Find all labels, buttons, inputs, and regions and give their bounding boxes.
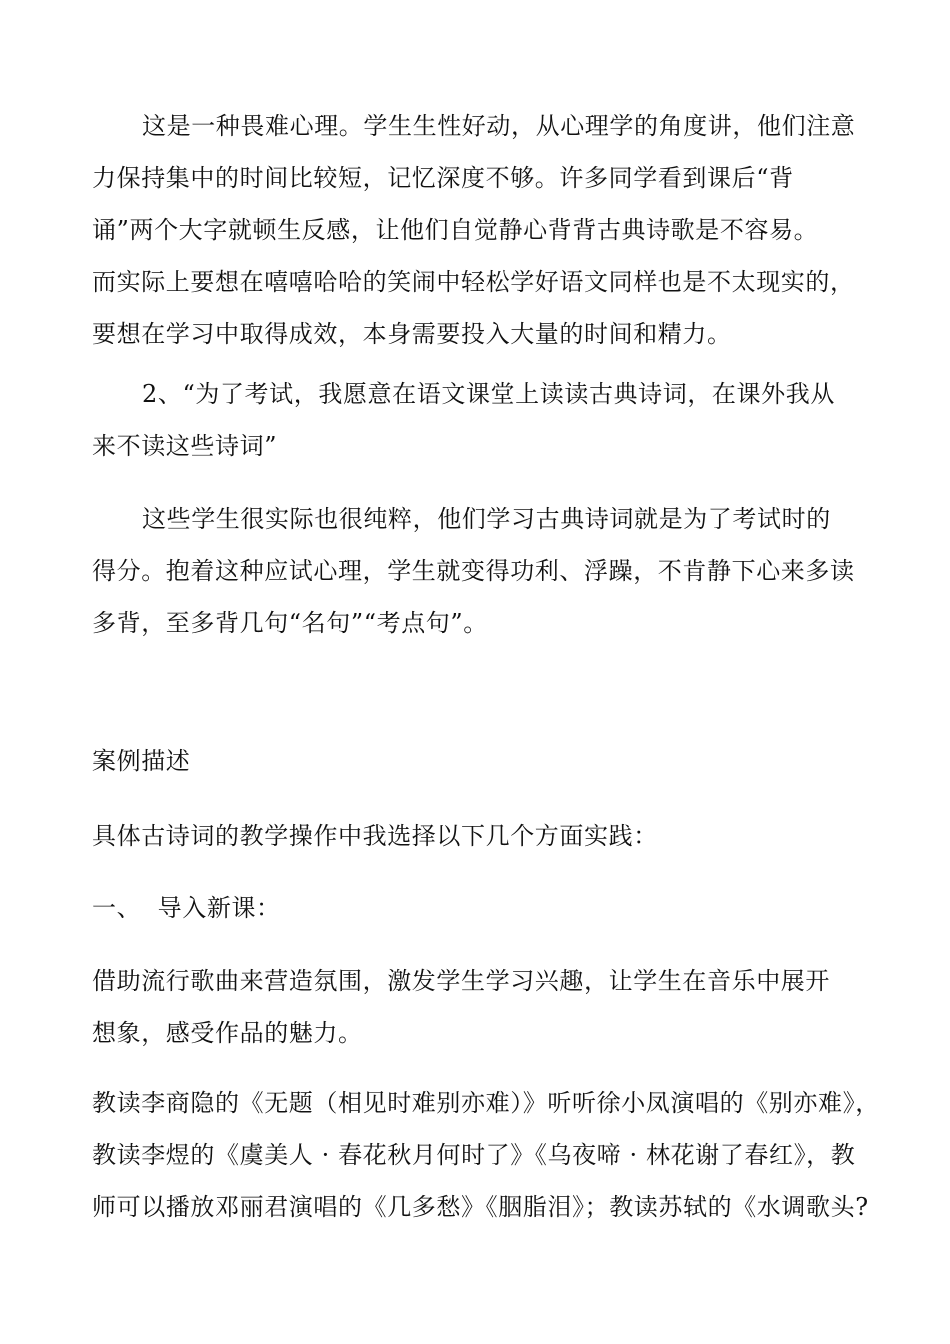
heading-text: 案例描述 [92, 747, 191, 775]
paragraph-fear-psychology [92, 100, 862, 360]
text-line: 借助流行歌曲来营造氛围，激发学生学习兴趣，让学生在音乐中展开 [92, 967, 830, 995]
text-line: 教读李煜的《虞美人 · 春花秋月何时了》《乌夜啼 · 林花谢了春红》，教 [92, 1141, 856, 1169]
text-line: 诵”两个大字就顿生反感，让他们自觉静心背背古典诗歌是不容易。 [92, 216, 819, 244]
text-line: 来不读这些诗词” [92, 432, 278, 460]
text-line: 力保持集中的时间比较短，记忆深度不够。许多同学看到课后“背 [92, 164, 794, 192]
text-line: 多背，至多背几句“名句”“考点句”。 [92, 609, 488, 637]
section-heading-case-description [92, 735, 862, 787]
paragraph-pop-songs [92, 955, 862, 1059]
text-line: 教读李商隐的《无题（相见时难别亦难）》听听徐小凤演唱的《别亦难》， [92, 1089, 880, 1117]
text-line: 2、“为了考试，我愿意在语文课堂上读读古典诗词，在课外我从 [142, 380, 835, 408]
text-line: 想象，感受作品的魅力。 [92, 1019, 363, 1047]
text-line: 而实际上要想在嘻嘻哈哈的笑闹中轻松学好语文同样也是不太现实的， [92, 268, 855, 296]
paragraph-point-2 [92, 368, 862, 472]
text-line: 师可以播放邓丽君演唱的《几多愁》《胭脂泪》；教读苏轼的《水调歌头? [92, 1193, 869, 1221]
text-line: 具体古诗词的教学操作中我选择以下几个方面实践： [92, 822, 658, 850]
paragraph-practice-intro [92, 810, 862, 862]
text-line: 这是一种畏难心理。学生生性好动，从心理学的角度讲，他们注意 [142, 112, 856, 140]
text-line: 一、 导入新课： [92, 894, 281, 922]
paragraph-poem-examples [92, 1077, 880, 1233]
text-line: 得分。抱着这种应试心理，学生就变得功利、浮躁，不肯静下心来多读 [92, 557, 855, 585]
text-line: 要想在学习中取得成效，本身需要投入大量的时间和精力。 [92, 320, 732, 348]
list-item-new-lesson [92, 882, 862, 934]
text-line: 这些学生很实际也很纯粹，他们学习古典诗词就是为了考试时的 [142, 505, 831, 533]
paragraph-exam-psychology [92, 493, 862, 649]
